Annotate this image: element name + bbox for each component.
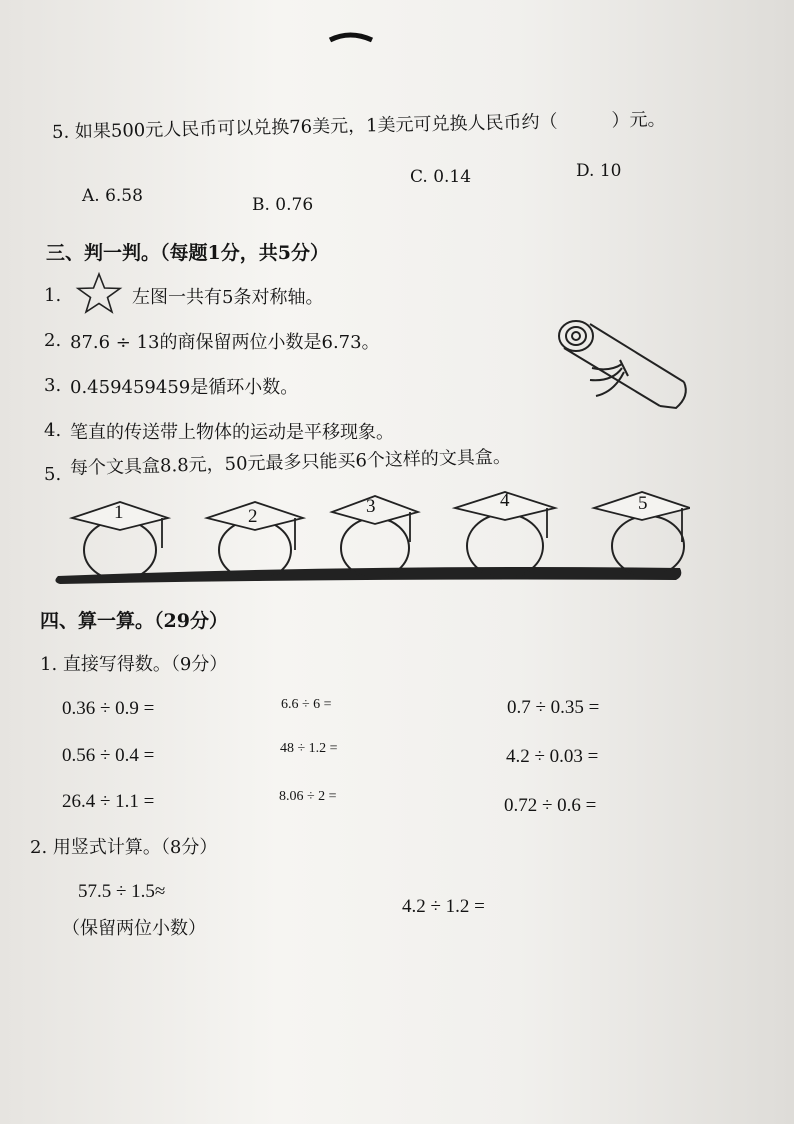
judge-item-1-text: 左图一共有5条对称轴。 <box>132 287 324 308</box>
option-c: C. 0.14 <box>410 167 472 187</box>
calc-1-3: 0.7 ÷ 0.35 = <box>507 697 600 718</box>
vertical-calc-1-note: （保留两位小数） <box>62 918 206 939</box>
judge-item-2-number: 2. <box>44 330 62 351</box>
cap-number-5: 5 <box>638 493 648 514</box>
judge-item-2-text: 87.6 ÷ 13的商保留两位小数是6.73。 <box>70 332 380 353</box>
calc-2-1: 0.56 ÷ 0.4 = <box>62 745 155 766</box>
option-a: A. 6.58 <box>82 186 143 206</box>
vertical-calc-2: 4.2 ÷ 1.2 = <box>402 896 485 917</box>
section-3-heading: 三、判一判。（每题1分，共5分） <box>46 242 329 264</box>
calc-3-1: 26.4 ÷ 1.1 = <box>62 791 155 812</box>
calc-2-3: 4.2 ÷ 0.03 = <box>506 746 599 767</box>
option-b: B. 0.76 <box>252 195 314 215</box>
judge-item-4-text: 笔直的传送带上物体的运动是平移现象。 <box>70 422 394 443</box>
judge-item-4-number: 4. <box>44 420 62 441</box>
cap-number-4: 4 <box>500 490 510 511</box>
vertical-calc-1: 57.5 ÷ 1.5≈ <box>78 881 166 902</box>
judge-item-5-number: 5. <box>44 464 62 485</box>
star-icon <box>74 272 124 314</box>
option-d: D. 10 <box>576 161 622 181</box>
cap-number-3: 3 <box>366 496 376 517</box>
judge-item-3-number: 3. <box>44 375 62 396</box>
part-1-title: 1. 直接写得数。（9分） <box>40 654 228 675</box>
judge-item-3-text: 0.459459459是循环小数。 <box>70 377 299 398</box>
part-2-title: 2. 用竖式计算。（8分） <box>30 837 218 858</box>
question-5-text: 5. 如果500元人民币可以兑换76美元，1美元可兑换人民币约（ ）元。 <box>51 109 666 143</box>
diploma-scroll-icon <box>552 312 692 412</box>
section-4-heading: 四、算一算。（29分） <box>40 610 228 632</box>
calc-3-2: 8.06 ÷ 2 = <box>279 789 337 804</box>
calc-1-1: 0.36 ÷ 0.9 = <box>62 698 155 719</box>
judge-item-1-number: 1. <box>44 285 62 306</box>
judge-item-5-text: 每个文具盒8.8元，50元最多只能买6个这样的文具盒。 <box>69 446 512 479</box>
calc-2-2: 48 ÷ 1.2 = <box>280 741 338 756</box>
cap-number-2: 2 <box>248 506 258 527</box>
cap-number-1: 1 <box>114 502 124 523</box>
calc-1-2: 6.6 ÷ 6 = <box>281 697 332 712</box>
calc-3-3: 0.72 ÷ 0.6 = <box>504 795 597 816</box>
